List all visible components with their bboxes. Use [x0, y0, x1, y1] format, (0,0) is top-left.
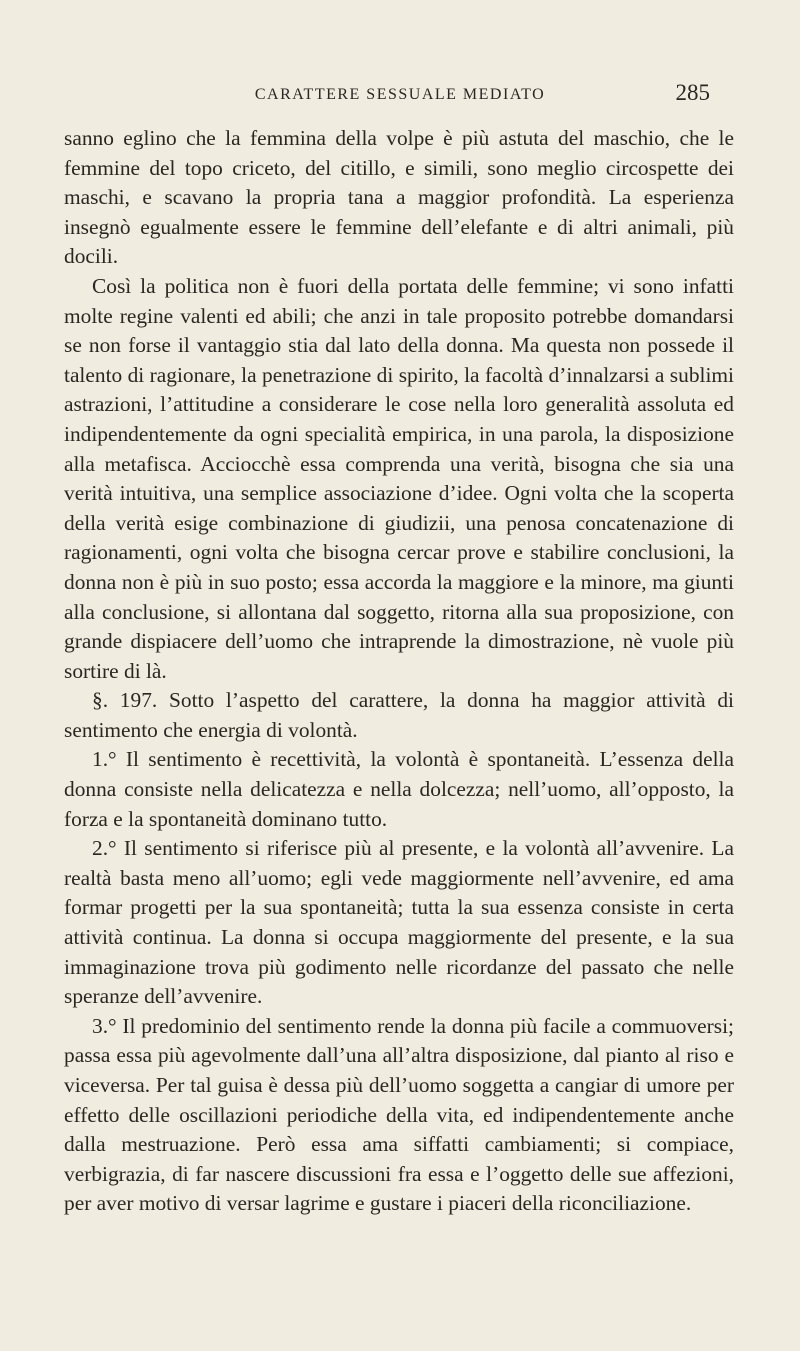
paragraph-politics: Così la politica non è fuori della portata delle femmine; vi sono infatti molte regine valenti ed abili; che anzi in tale proposito potrebbe domandarsi se non forse il vantaggio stia dal lato della donna. Ma questa non possede il talento di ragionare, la penetrazione di spirito, la facoltà d’innalzarsi a sublimi astrazioni, l’attitudine a considerare le cose nella loro generalità assoluta ed indipendentemente da ogni specialità empirica, in una parola, la disposizione alla metafisca. Acciocchè essa comprenda una verità, bisogna che sia una verità intuitiva, una semplice associazione d’idee. Ogni volta che la scoperta della verità esige combinazione di giudizii, una penosa concatenazione di ragionamenti, ogni volta che bisogna cercar prove e stabilire conclusioni, la donna non è più in suo posto; essa accorda la maggiore e la minore, ma giunti alla conclusione, si allontana dal soggetto, ritorna alla sua proposizione, con grande dispiacere dell’uomo che intraprende la dimostrazione, nè vuole più sortire di là. — [64, 273, 734, 683]
running-title: CARATTERE SESSUALE MEDIATO — [254, 86, 546, 103]
paragraph-point-1: 1.° Il sentimento è recettività, la volontà è spontaneità. L’essenza della donna consiste nella delicatezza e nella dolcezza; nell’uomo, all’opposto, la forza e la spontaneità dominano tutto. — [64, 747, 734, 831]
body-text — [64, 124, 734, 1219]
page-header — [0, 76, 800, 116]
paragraph-point-3: 3.° Il predominio del sentimento rende la donna più facile a commuoversi; passa essa più agevolmente dall’una all’altra disposizione, dal pianto al riso e viceversa. Per tal guisa è dessa più dell’uomo soggetta a cangiar di umore per effetto delle oscillazioni periodiche della vita, ed indipendentemente anche dalla mestruazione. Però essa ama siffatti cambiamenti; si compiace, verbigrazia, di far nascere discussioni fra essa e l’oggetto delle sue affezioni, per aver motivo di versar lagrime e gustare i piaceri della riconciliazione. — [64, 1013, 734, 1216]
page-number: 285 — [675, 80, 710, 105]
paragraph-point-2: 2.° Il sentimento si riferisce più al presente, e la volontà all’avvenire. La realtà basta meno all’uomo; egli vede maggiormente nell’avvenire, ed ama formar progetti per la sua spontaneità; tutta la sua essenza consiste in certa attività continua. La donna si occupa maggiormente del presente, e la sua immaginazione trova più godimento nelle ricordanze del passato che nelle speranze dell’avvenire. — [64, 836, 734, 1009]
paragraph-section-197: §. 197. Sotto l’aspetto del carattere, la donna ha maggior attività di sentimento che energia di volontà. — [64, 688, 734, 742]
paragraph-continuation: sanno eglino che la femmina della volpe è più astuta del maschio, che le femmine del topo criceto, del citillo, e simili, sono meglio circospette dei maschi, e scavano la propria tana a maggior profondità. La esperienza insegnò egualmente essere le femmine dell’elefante e di altri animali, più docili. — [64, 126, 734, 269]
